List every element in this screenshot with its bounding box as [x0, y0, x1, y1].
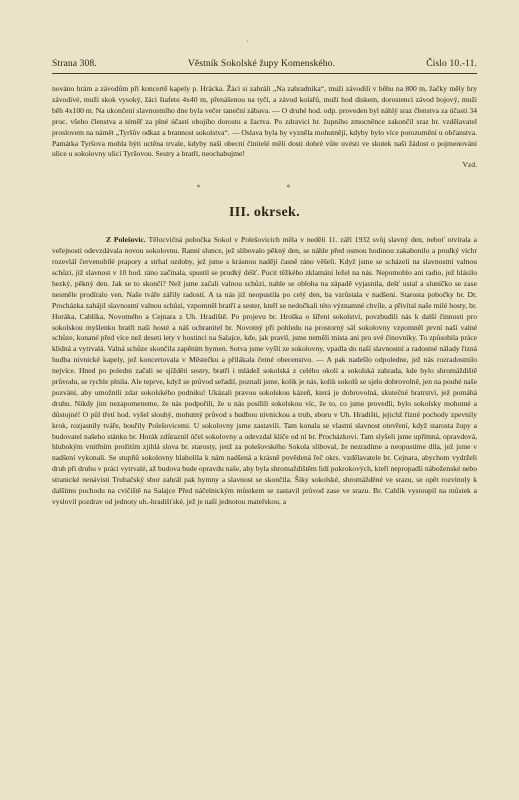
intro-text: nováno hrám a závodům při koncertě kapely p. Hrácka. Žáci si zahráli „Na zahradníka“, muži závodili v běhu na 800 m, žačky měly hry závodivé, muži skok vysoký, žáci štafetu 4x40 m, přenášenou na tyči, a závod kolařů, muži hod diskem, dorostenci závod bojový, muži běh 4x100 m. Na ukončení slavnostního dne byla večer taneční zábava. — O druhé hod. odp. proveden byl náhlý sraz členstva za účasti 34 proc. všeho členstva a téměř za plné účasti obojího dorostu a žactva. Po zdravici br. župního zmocněnce zakončil sraz br. vzdělavatel proslovem na námět „Tyršův odkaz a brannost sokolstva“. — Oslava byla by vyzněla mohutněji, kdyby bylo více porozumění u občanstva. Památka Tyršova mohla býti uctěna trvale, kdyby naši obecní činitelé měli dosti dobré vůle uvésti ve skutek naši žádost o pojmenování ulice u sokolovny ulicí Tyršovou. Sestry a bratři, neochabujme!: [52, 84, 477, 159]
main-lead: Z Polešovic.: [106, 235, 146, 245]
header-rule: [52, 73, 477, 74]
journal-title: Věstník Sokolské župy Komenského.: [187, 58, 336, 69]
issue-number: Číslo 10.-11.: [426, 58, 477, 69]
page-body: [52, 84, 477, 508]
page-number: Strana 308.: [52, 58, 97, 69]
main-paragraph: [52, 235, 477, 508]
section-title: III. okrsek.: [229, 205, 300, 221]
section-separator: * *: [196, 183, 333, 193]
intro-paragraph: [52, 84, 477, 171]
top-mark: ·: [246, 37, 249, 46]
intro-signature: Vzd.: [462, 160, 477, 170]
running-header: [52, 58, 477, 69]
main-text: Tělocvičná pobočka Sokol v Polešovicích měla v neděli 11. září 1932 svůj slavný den, neboť otvírala a veřejnosti odevzdávala novou sokolovnu. Ranní slunce, jež slibovalo pěkný den, se náhle před osmou hodinou zakabonilo a prudký vichr rozevlál červenobílé prapory a strhal ozdoby, jež jsme s krásnou nadějí časně ráno věšeli. Když jsme se scházeli na slavnostní valnou schůzi, jíž slavnost v 10 hod. ráno začínala, spustil se prudký déšť. Pocit těžkého zklamání ležel na nás. Nepomohlo ani radio, jež hlásilo hezký, pěkný den. Jak se to skončí? Než jsme začali valnou schůzi, nahle se obloha na západě vyjasnila, dešť ustal a sluníčko se zase nesměle prodíralo ven. Naše tváře zářily radostí. A ta nás již neopustila po celý den, ba vzrůstala v nadšení. Starosta pobočky br. Dr. Procházka zahájil slavnostní valnou schůzi, vzpomněl bratří a sester, kteří se nedočkali této významné chvíle, a přivítal naše milé hosty, br. Horáka, Cablíka, Novotného a Cejnara z Uh. Hradiště. Po projevu br. Hroška o šíření sokolství, povzbudili nás k další činnosti pro sokolskou myšlenku bratři naši hosté a náš ochranitel br. Novotný při pohledu na prostorný sál sokolovny vzpomněl první naší valné schůze, konané před více než deseti lety v hostinci na Salajce, kde, jak pravil, jsme neměli místa ani pro své činovníky. To způsobila práce klidná a vytrvalá. Valná schůze skončila zapěním hymen. Sotva jsme vyšli ze sokolovny, vpadla do naší slavnostní a radostné nálady řízná hudba nivnické kapely, jež koncertovala v Městečku a přilákala četné obecenstvo. — A pak nadešlo odpoledne, jež nás rozradostnilo nejvíce. Hned po poledni začali se sjížděti sestry, bratři i mládež sokolská z celého okolí a sokolská zahrada, kde bylo shromáždiště průvodu, se rychle plnila. Ale teprve, když se průvod seřadil, poznali jsme, kolik je nás, kolik sokolů se sjelo dobrovolně, jen na pouhé naše pozvání, aby umožnili zdar sokolského podniku! Ukázali pravou sokolskou kázeň, která je dobrovolná, skutečné bratrství, jež pomáhá druhu. Nikdy jim nezapomeneme, že nás podpořili, že u nás posílili sokolskou víc, že to, co jsme provedli, bylo sokolsky mohutné a důstojné! O půl třetí hod. vyšel slouhý, mohutný průvod s hudbou nivnickou a trub, sboru v Uh. Hradišti, jejichž řízné pochody zpevnily krok, rozjasnily tváře, bouřily Polešovicemi. U sokolovny jsme zastavili. Tam konala se vlastní slavnost otevření, když starosta župy a budovatel našeho stánku br. Horák zdůraznil účel sokolovny a odevzdal klíče od ní br. Procházkovi. Tam slyšeli jsme upřímná, opravdová, hlubokým vnitřním prožitím zjihlá slova br. starosty, jenž za polešovského Sokola sliboval, že nezradíme a neopustíme díla, jež jsme v nadšení vykonali. Se stupňů sokolovny hlaholila k nám nadšená a krásně povědená řeč okrs. vzdělavatele br. Cejnara, abychom vydrželi druh při druhu v práci vytrvalé, až budova bude opravdu naše, aby byla shromaždištěm lidí pokrokových, kteří nepropadli náboženské nebo stranické nenávisti Trubačský sbor zahrál pak hymny a slavnost se skončila. Šiky sokolské, shromážděné ve srazu, se opět rozvinuly k dalšímu pochodu na cvičiště na Salajce Před náčelnickým můstkem se zastavil průvod zase ve srazu. Br. Cablík vystoupil na můstek a vyslovil pozdrav od jednoty uh.-hradišťské, jež je naší jednotou mateřskou, a: [52, 235, 477, 506]
